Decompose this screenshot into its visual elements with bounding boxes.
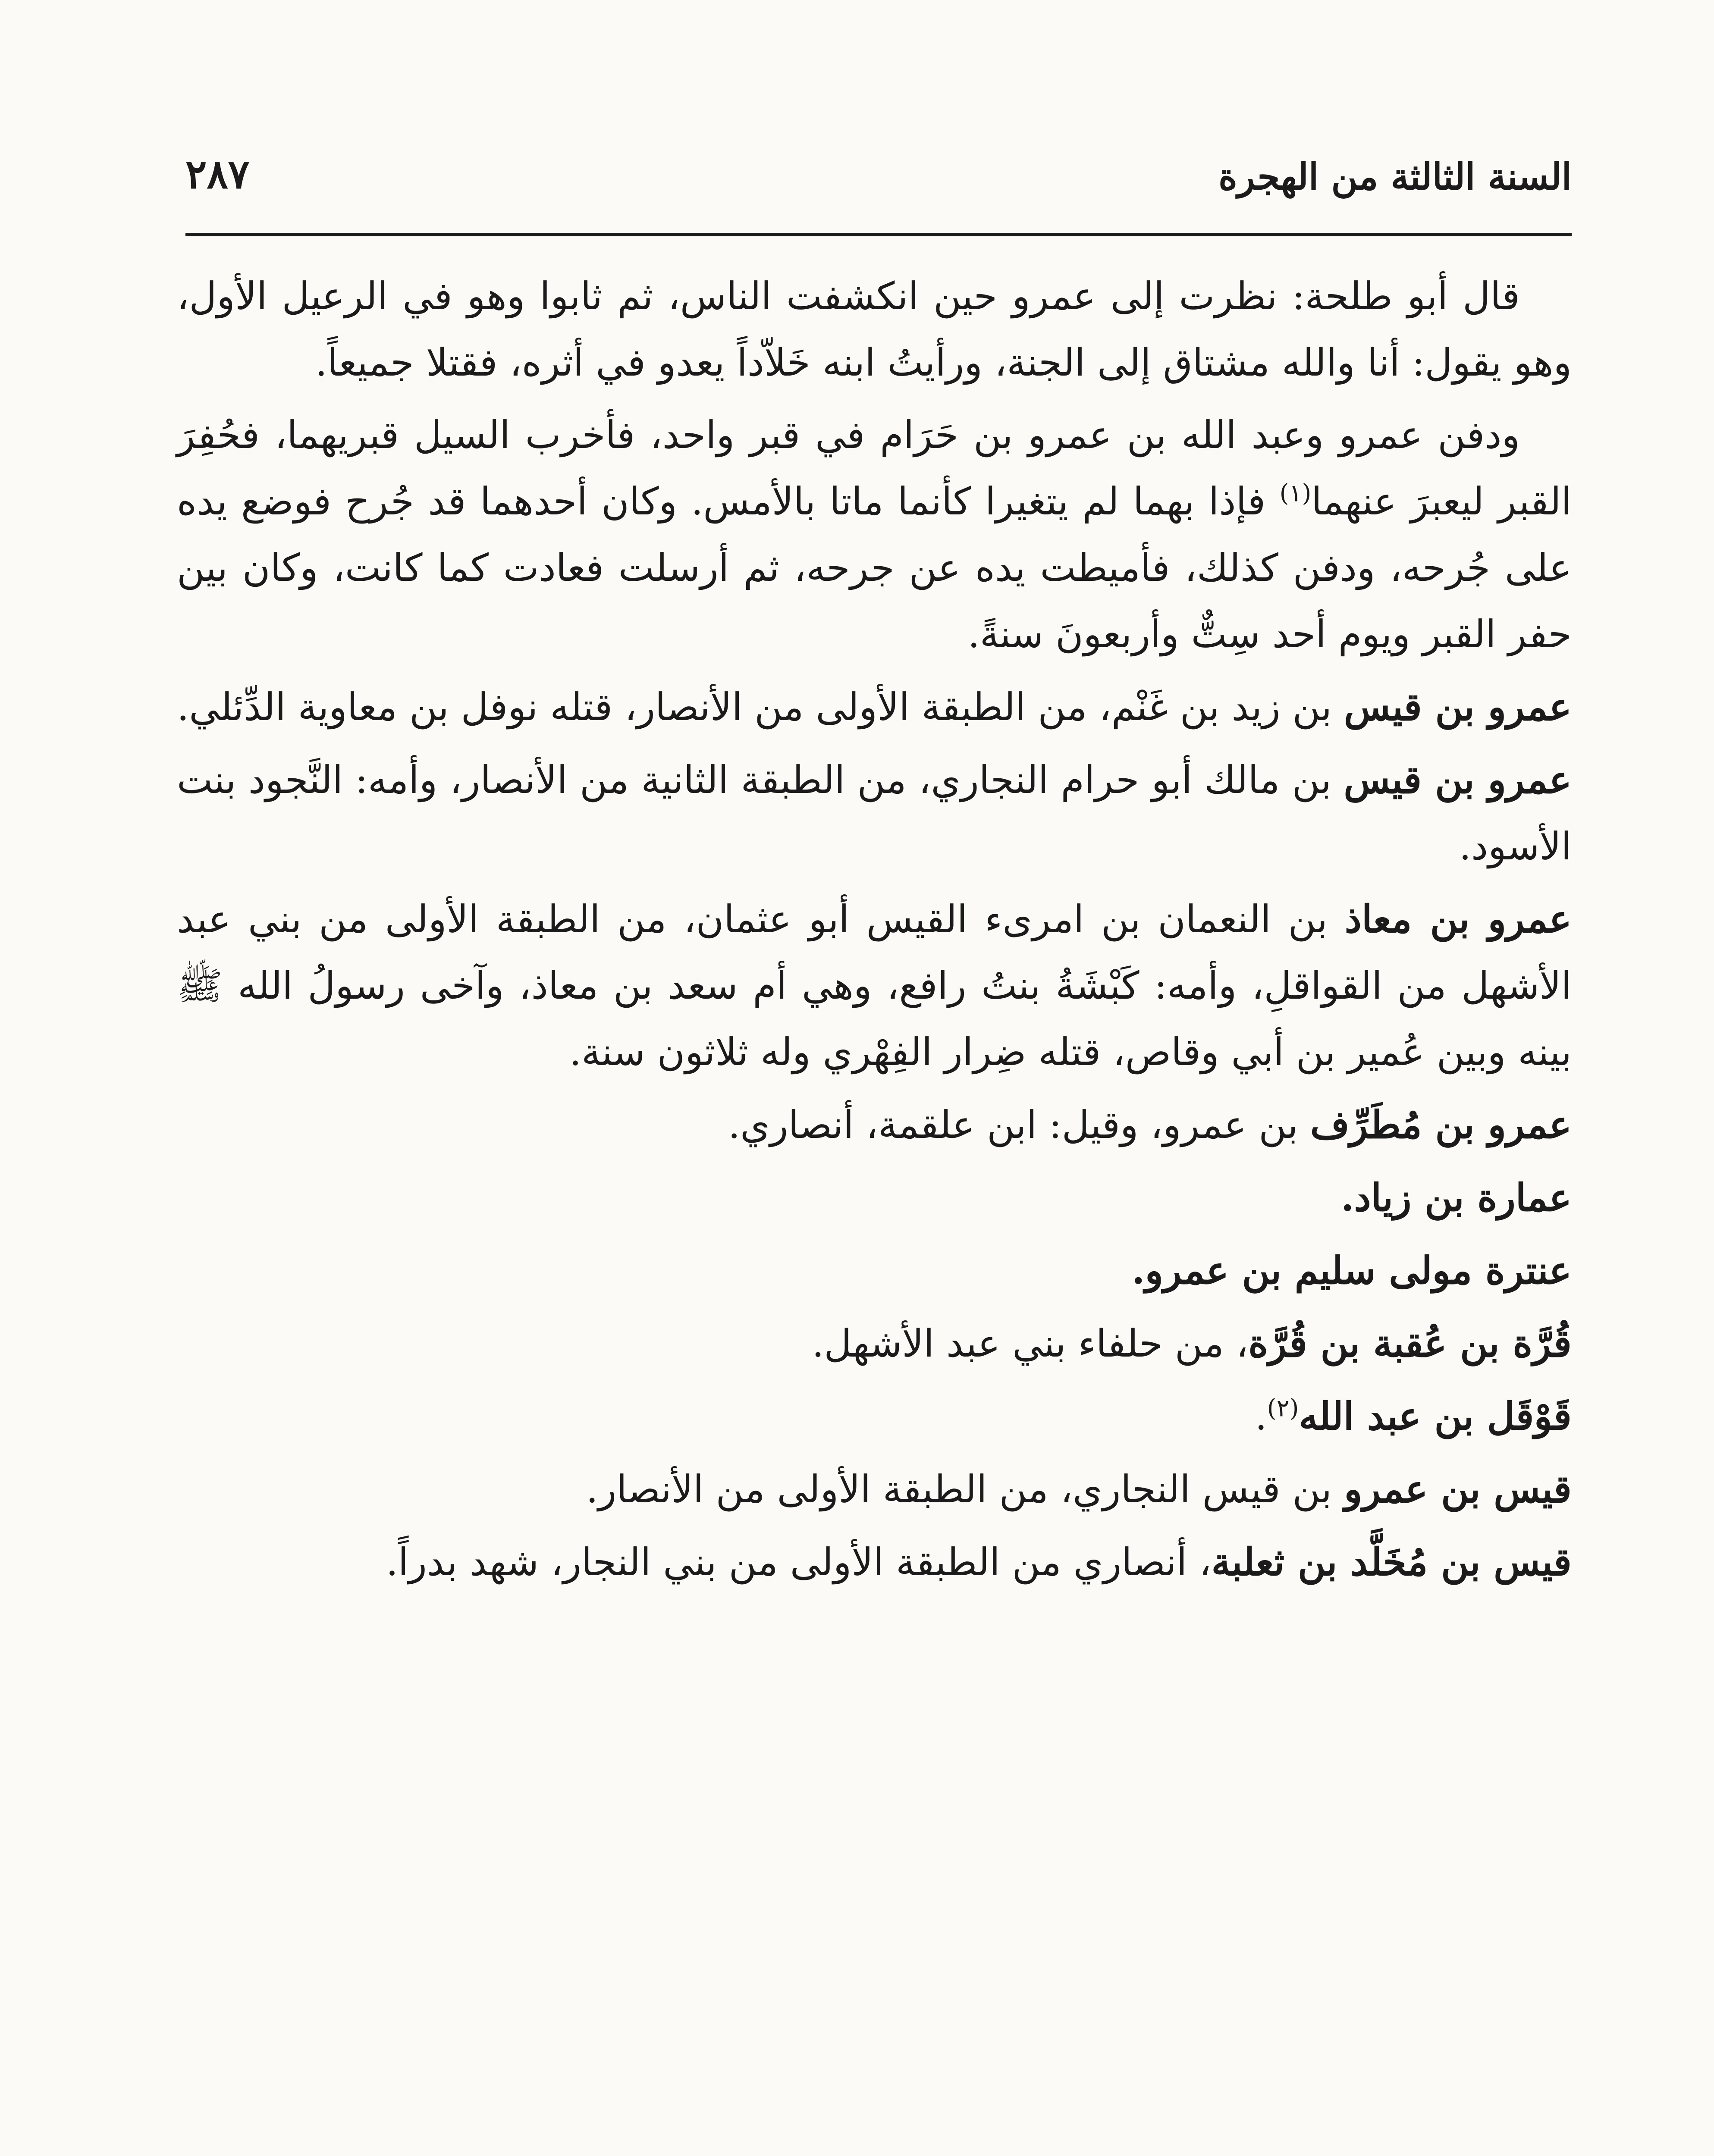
entry-name: قيس بن عمرو [1344,1467,1572,1511]
entry-text: بن قيس النجاري، من الطبقة الأولى من الأنصار. [586,1467,1344,1511]
entry [177,746,1572,880]
entry [177,1091,1572,1158]
paragraph-text: قال أبو طلحة: نظرت إلى عمرو حين انكشفت الناس، ثم ثابوا وهو في الرعيل الأول، وهو يقول: أنا والله مشتاق إلى الجنة، ورأيتُ ابنه خَلاّداً يعدو في أثره، فقتلا جميعاً. [177,274,1572,385]
main-text [177,263,1572,1601]
page-header [185,142,1572,216]
entry-name: قَوْقَل بن عبد الله [1299,1394,1572,1438]
entry-text: بن زيد بن غَنْم، من الطبقة الأولى من الأنصار، قتله نوفل بن معاوية الدِّئلي. [177,685,1344,729]
entry-name: عمرو بن معاذ [1344,896,1572,941]
entry [177,674,1572,740]
entry [177,886,1572,1085]
running-title: السنة الثالثة من الهجرة [1218,155,1572,198]
entry [177,1164,1572,1231]
entry-text: . [1131,1248,1145,1293]
entry-text: بن عمرو، وقيل: ابن علقمة، أنصاري. [728,1103,1310,1147]
entry-text: ، أنصاري من الطبقة الأولى من بني النجار، شهد بدراً. [386,1540,1212,1584]
page-number: ٢٨٧ [185,151,250,197]
entry-text: ، من حلفاء بني عبد الأشهل. [812,1321,1249,1366]
entry-text: . [1255,1394,1267,1438]
entry [177,1383,1572,1450]
paragraph-text: فإذا بهما لم يتغيرا كأنما ماتا بالأمس. وكان أحدهما قد جُرح فوضع يده على جُرحه، ودفن كذلك، فأميطت يده عن جرحه، ثم أرسلت فعادت كما كانت، وكان بين حفر القبر ويوم أحد سِتٌّ وأربعونَ سنةً. [177,479,1572,656]
paragraph-text: ودفن عمرو وعبد الله بن عمرو بن حَرَام في قبر واحد، فأخرب السيل قبريهما، فحُفِرَ القبر ليعبرَ عنهما [177,413,1572,523]
entry-name: عمرو بن قيس [1344,757,1572,802]
entry [177,1237,1572,1304]
entry [177,1310,1572,1377]
entry-text: بن مالك أبو حرام النجاري، من الطبقة الثانية من الأنصار، وأمه: النَّجود بنت الأسود. [177,758,1572,868]
header-rule [185,233,1572,236]
entry-name: عنترة مولى سليم بن عمرو [1145,1248,1572,1293]
footnote-ref: (١) [1279,479,1312,508]
entry-name: عمارة بن زياد [1354,1175,1572,1220]
entry [177,1529,1572,1595]
entry-name: قيس بن مُخَلَّد بن ثعلبة [1211,1539,1572,1584]
entry-name: قُرَّة بن عُقبة بن قُرَّة [1248,1321,1572,1366]
entry-name: عمرو بن مُطَرِّف [1310,1102,1572,1147]
paragraph [177,263,1572,396]
entry [177,1456,1572,1523]
footnote-ref: (٢) [1267,1394,1299,1423]
entry-text: . [1340,1175,1354,1220]
entry-text: بن النعمان بن امرىء القيس أبو عثمان، من الطبقة الأولى من بني عبد الأشهل من القواقلِ، وأمه: كَبْشَةُ بنتُ رافع، وهي أم سعد بن معاذ، وآخى رسولُ الله ﷺ بينه وبين عُمير بن أبي وقاص، قتله ضِرار الفِهْري وله ثلاثون سنة. [177,897,1572,1074]
entry-name: عمرو بن قيس [1344,684,1572,729]
paragraph [177,402,1572,667]
